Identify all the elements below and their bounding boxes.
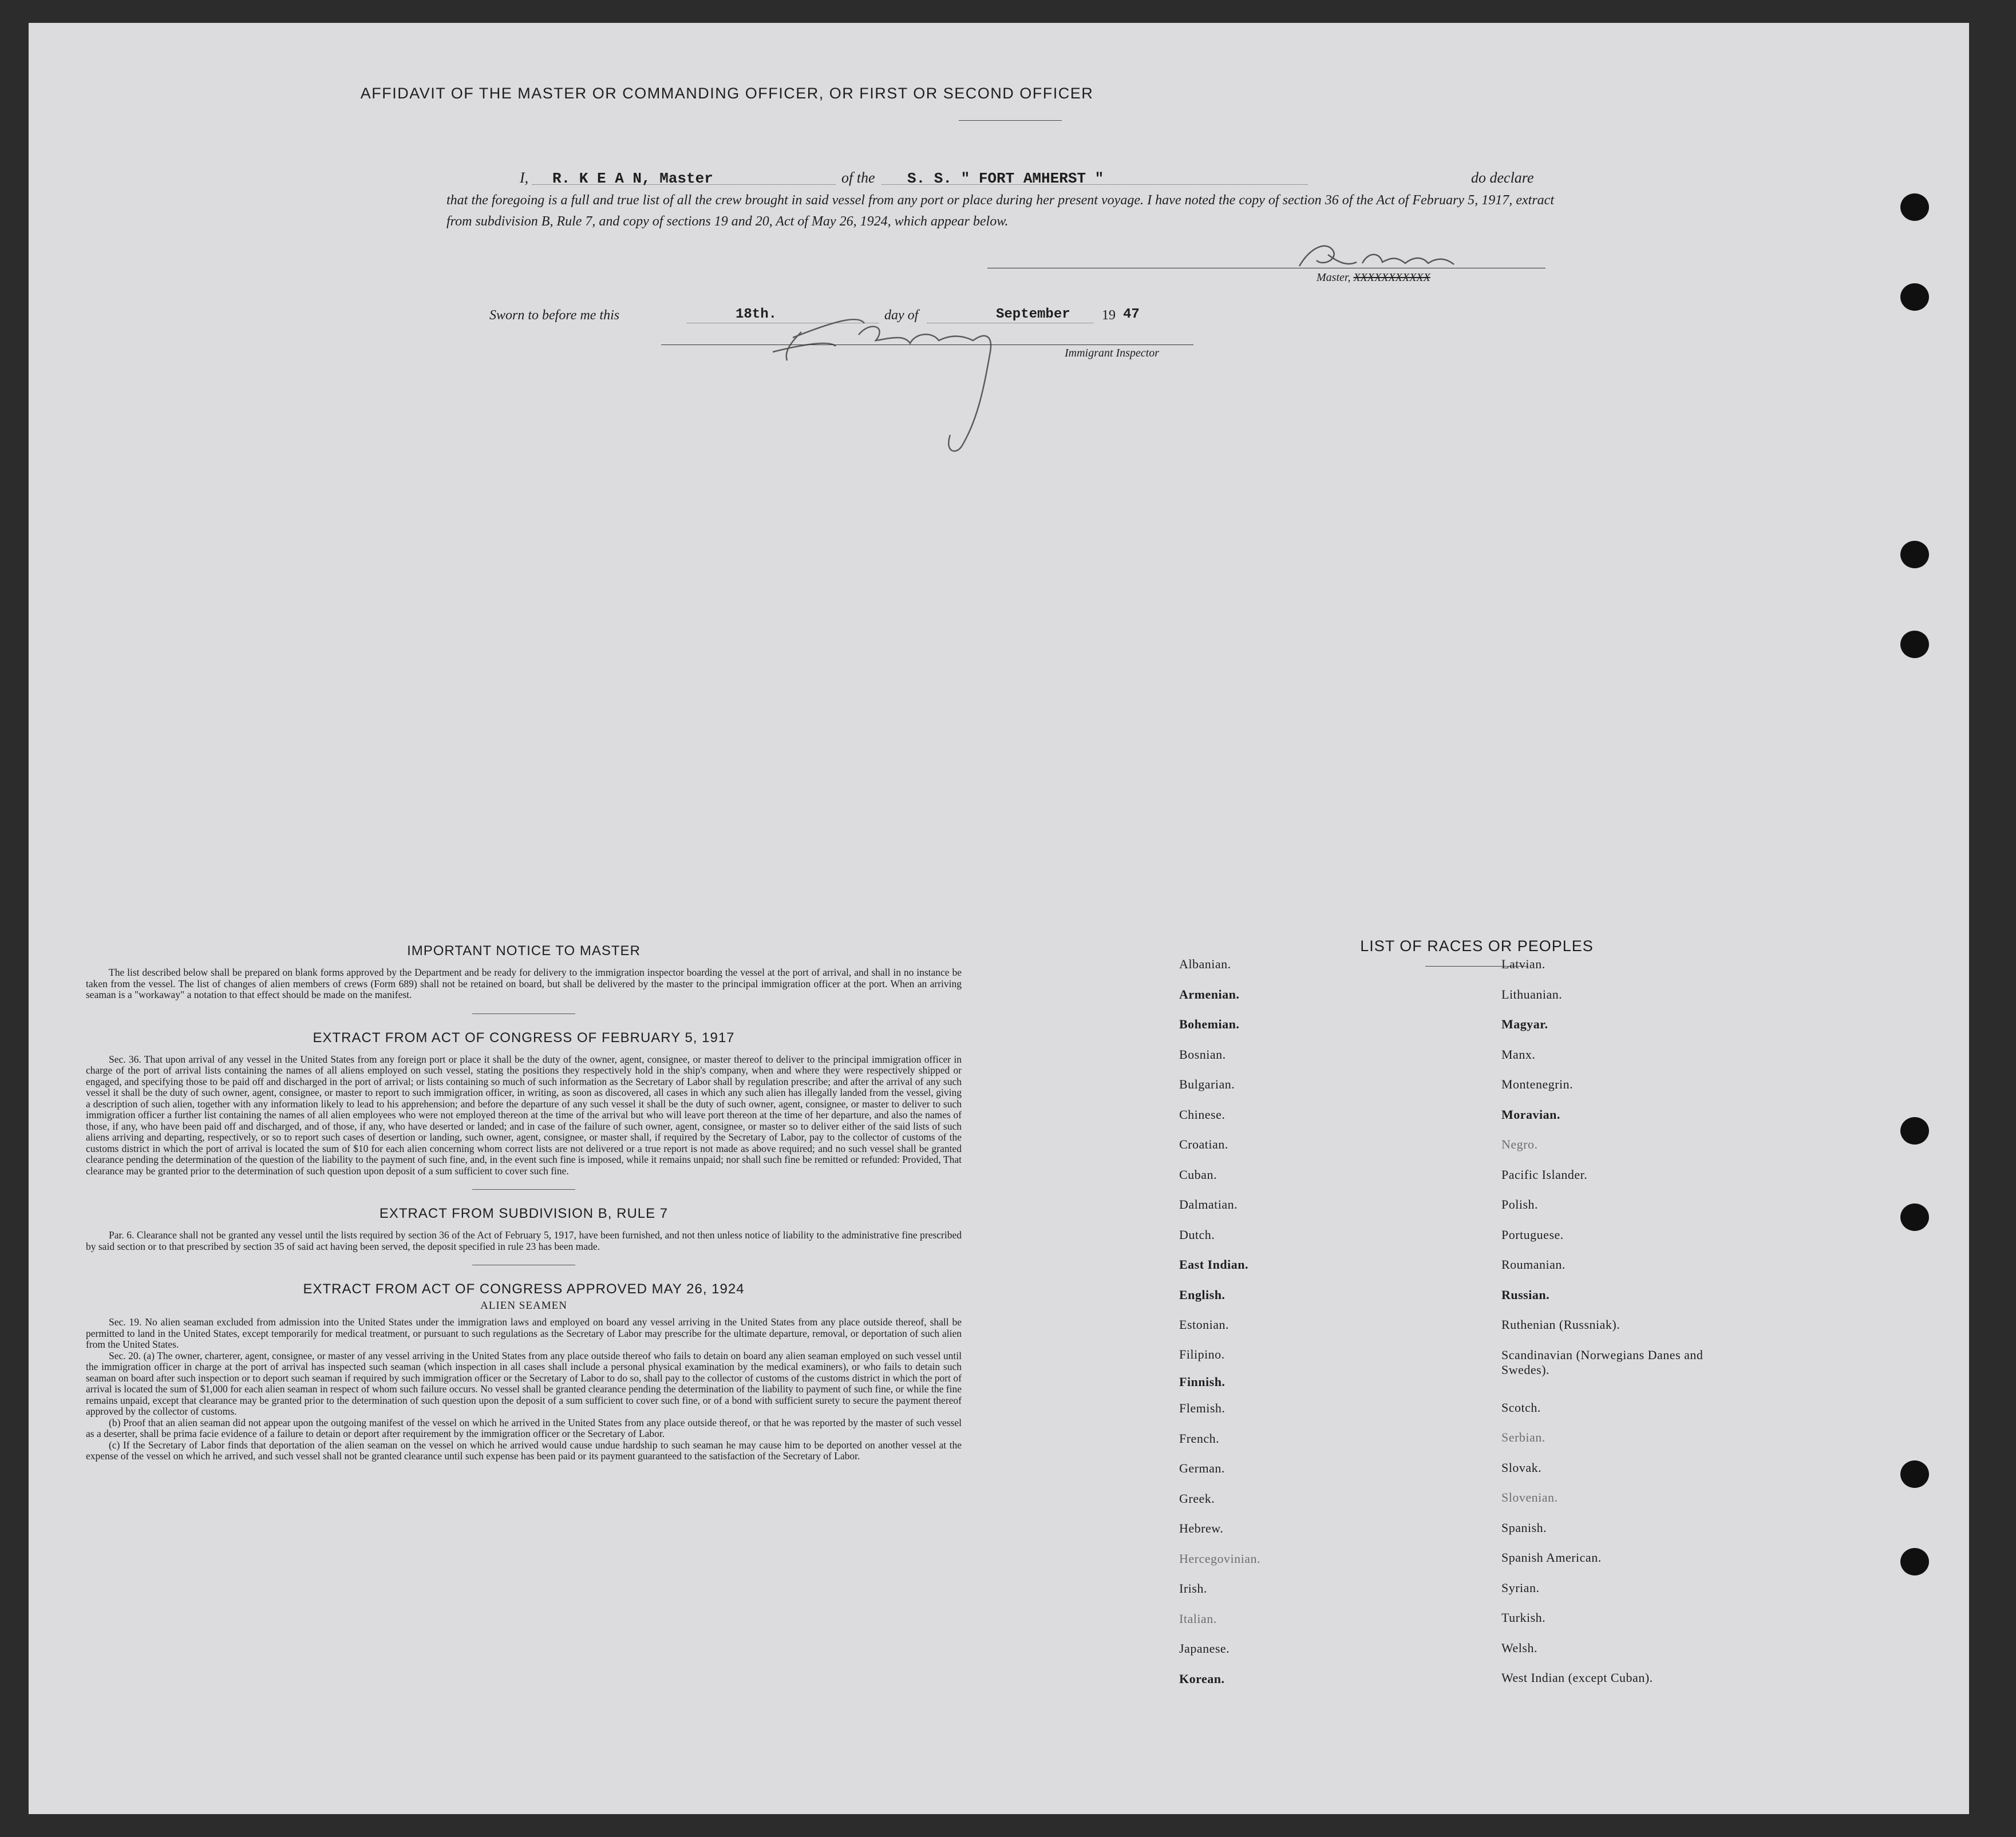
i-label: I, — [520, 169, 529, 186]
race-item: Korean. — [1179, 1671, 1225, 1686]
do-declare-label: do declare — [1471, 169, 1534, 186]
race-item: Hebrew. — [1179, 1521, 1224, 1535]
binder-hole — [1900, 193, 1929, 221]
year-prefix: 19 — [1102, 308, 1116, 323]
master-name: R. K E A N, Master — [552, 170, 713, 187]
race-item: Welsh. — [1501, 1640, 1537, 1655]
race-item: Manx. — [1501, 1047, 1536, 1062]
race-item: Armenian. — [1179, 987, 1240, 1001]
race-item: English. — [1179, 1287, 1226, 1302]
race-item: Scotch. — [1501, 1400, 1541, 1415]
struck-role: XXXXXXXXXXX — [1353, 271, 1430, 284]
title-divider — [959, 120, 1062, 121]
notice-title: IMPORTANT NOTICE TO MASTER — [407, 943, 641, 959]
race-item: Ruthenian (Russniak). — [1501, 1317, 1620, 1332]
sec20b-text: (b) Proof that an alien seaman did not appear upon the outgoing manifest of the vessel on which he arrived in the United States from any place outside thereof, or that he was reported by the master of such vessel as a deserter, shall be prima facie evidence of a failure to detain or deport after requirement by the immigration officer or the Secretary of Labor. — [86, 1416, 962, 1439]
race-item: Flemish. — [1179, 1401, 1226, 1415]
notice-text: The list described below shall be prepared on blank forms approved by the Department and be ready for delivery to the immigration inspector boarding the vessel at the port of arrival, and shall in no instance be taken from the vessel. The list of changes of alien members of crews (Form 689) shall not be retained on board, but shall be delivered by the master to the principal immigration officer at the port. When an arriving seaman is a "workaway" a notation to that effect should be made on the manifest. — [86, 967, 962, 1000]
race-item: Estonian. — [1179, 1317, 1229, 1332]
race-item: Filipino. — [1179, 1347, 1225, 1361]
notice-section — [86, 943, 962, 1462]
race-item: Irish. — [1179, 1581, 1207, 1596]
race-item: German. — [1179, 1461, 1225, 1475]
race-item: Syrian. — [1501, 1580, 1540, 1595]
binder-hole — [1900, 1203, 1929, 1231]
race-item: Serbian. — [1501, 1430, 1545, 1444]
race-item: Finnish. — [1179, 1375, 1226, 1389]
race-item: Pacific Islander. — [1501, 1167, 1588, 1182]
race-item: Japanese. — [1179, 1641, 1230, 1656]
races-title: LIST OF RACES OR PEOPLES — [1360, 937, 1594, 955]
race-item: French. — [1179, 1431, 1220, 1446]
section-divider — [472, 1189, 575, 1190]
race-item: Negro. — [1501, 1137, 1538, 1151]
race-item: Bosnian. — [1179, 1047, 1226, 1062]
sworn-day: 18th. — [736, 307, 777, 322]
rule7-title: EXTRACT FROM SUBDIVISION B, RULE 7 — [379, 1206, 669, 1221]
day-of-label: day of — [884, 308, 919, 323]
race-item: Bohemian. — [1179, 1017, 1240, 1031]
extract-1917-text: Sec. 36. That upon arrival of any vessel in the United States from any foreign port or place it shall be the duty of the owner, agent, consignee, or master thereof to deliver to the principal immigration officer in charge of the port of arrival lists containing the names of all aliens employed on such vessel, stating the positions they respectively hold in the ship's company, when and where they were respectively shipped or engaged, and specifying those to be paid off and discharged in the port of arrival; or lists containing so much of such information as the Secretary of Labor shall by regulation prescribe; and after the arrival of any such vessel it shall be the duty of such owner, agent, consignee, or master to report to such immigration officer, in writing, as soon as discovered, all cases in which any such alien has illegally landed from the vessel, giving a description of such alien, together with any information likely to lead to his apprehension; and before the departure of any such vessel it shall be the duty of such owner, agent, consignee, or master to deliver to such immigration officer a further list containing the names of all alien employees who were not employed thereon at the time of the arrival but who will leave port thereon at the time of her departure, and also the names of those, if any, who have been paid off and discharged, and of those, if any, who have deserted or landed; and in case of the failure of such owner, agent, consignee, or master so to deliver either of the said lists of such aliens arriving and departing, respectively, or so to report such cases of desertion or landing, such owner, agent, consignee, or master shall, if required by the Secretary of Labor, pay to the collector of customs of the customs district in which the port of arrival is located the sum of $10 for each alien concerning whom correct lists are not delivered or a true report is not made as above required; and no such vessel shall be granted clearance pending the determination of the question of the liability to the payment of such fine, and, in the event such fine is imposed, while it remains unpaid; nor shall such fine be remitted or refunded: Provided, That clearance may be granted prior to the determination of such question upon deposit of a sum sufficient to cover such fine. — [86, 1053, 962, 1177]
binder-hole — [1900, 1460, 1929, 1488]
race-item: Italian. — [1179, 1611, 1217, 1626]
race-item: Russian. — [1501, 1287, 1550, 1302]
race-item: Cuban. — [1179, 1167, 1217, 1182]
sec19-text: Sec. 19. No alien seaman excluded from admission into the United States under the immigration laws and employed on board any vessel arriving in the United States from any place outside thereof, shall be permitted to land in the United States, except temporarily for medical treatment, or pursuant to such regulations as the Secretary of Labor may prescribe for the ultimate departure, removal, or deportation of such alien from the United States. — [86, 1316, 962, 1350]
vessel-name: S. S. " FORT AMHERST " — [907, 170, 1104, 187]
races-right-column — [1501, 957, 1742, 1701]
race-item: Lithuanian. — [1501, 987, 1563, 1001]
rule7-text: Par. 6. Clearance shall not be granted any vessel until the lists required by section 36 of the Act of February 5, 1917, have been furnished, and not then unless notice of liability to the administrative fine prescribed by said section or to that prescribed by section 35 of said act having been served, the deposit specified in rule 23 has been made. — [86, 1229, 962, 1252]
race-item: Slovak. — [1501, 1460, 1542, 1475]
binder-hole — [1900, 1117, 1929, 1145]
race-item: Dutch. — [1179, 1227, 1215, 1242]
declaration-text: that the foregoing is a full and true list of all the crew brought in said vessel from any port or place during her present voyage. I have noted the copy of section 36 of the Act of February 5, 1917, extract from subdivision B, Rule 7, and copy of sections 19 and 20, Act of May 26, 1924, which appear below. — [446, 193, 1554, 229]
race-item: Bulgarian. — [1179, 1077, 1235, 1091]
race-item: Moravian. — [1501, 1107, 1560, 1122]
race-item: Scandinavian (Norwegians Danes and Swedes). — [1501, 1347, 1703, 1377]
race-item: Roumanian. — [1501, 1257, 1566, 1272]
binder-hole — [1900, 541, 1929, 568]
binder-hole — [1900, 1548, 1929, 1575]
binder-hole — [1900, 631, 1929, 658]
race-item: Turkish. — [1501, 1610, 1546, 1625]
document-page — [29, 23, 1969, 1814]
section-divider — [472, 1013, 575, 1014]
race-item: Portuguese. — [1501, 1227, 1564, 1242]
binder-hole — [1900, 283, 1929, 311]
race-item: Greek. — [1179, 1491, 1215, 1506]
signer-role: Master, XXXXXXXXXXX — [1317, 271, 1430, 284]
sworn-label: Sworn to before me this — [489, 308, 620, 323]
race-item: Montenegrin. — [1501, 1077, 1574, 1091]
sec20c-text: (c) If the Secretary of Labor finds that deportation of the alien seaman on the vessel on which he arrived would cause undue hardship to such seaman he may cause him to be deported on another vessel at the expense of the vessel on which he arrived, and such vessel shall not be granted clearance until such expense has been paid or its payment guaranteed to the satisfaction of the Secretary of Labor. — [86, 1439, 962, 1462]
race-item: Spanish. — [1501, 1520, 1547, 1535]
race-item: Polish. — [1501, 1197, 1539, 1212]
race-item: East Indian. — [1179, 1257, 1248, 1272]
race-item: Slovenian. — [1501, 1490, 1558, 1505]
race-item: Spanish American. — [1501, 1550, 1602, 1565]
extract-1924-title: EXTRACT FROM ACT OF CONGRESS APPROVED MAY 26, 1924 — [303, 1281, 745, 1297]
race-item: Albanian. — [1179, 957, 1231, 971]
race-item: Croatian. — [1179, 1137, 1228, 1151]
race-item: Chinese. — [1179, 1107, 1226, 1122]
race-item: West Indian (except Cuban). — [1501, 1670, 1653, 1685]
sec20a-text: Sec. 20. (a) The owner, charterer, agent, consignee, or master of any vessel arriving in the United States from any place outside thereof who fails to detain on board any alien seaman employed on such vessel until the immigration officer in charge at the port of arrival has inspected such seaman (which inspection in all cases shall include a personal physical examination by the medical examiners), or who fails to detain such seaman on board after such inspection or to deport such seaman if required by such immigration officer or the Secretary of Labor to do so, shall pay to the collector of customs of the customs district in which the port of arrival is located the sum of $1,000 for each alien seaman in respect of whom such failure occurs. No vessel shall be granted clearance pending the determination of the liability to payment of such fine, or while the fine remains unpaid, except that clearance may be granted prior to the determination of such question upon the deposit of a sum sufficient to cover such fine, or of a bond with sufficient surety to secure the payment thereof approved by the collector of customs. — [86, 1349, 962, 1417]
race-item: Magyar. — [1501, 1017, 1548, 1031]
inspector-label: Immigrant Inspector — [1065, 347, 1159, 359]
extract-1917-title: EXTRACT FROM ACT OF CONGRESS OF FEBRUARY 5, 1917 — [313, 1030, 735, 1046]
inspector-signature-graphic — [767, 309, 1042, 464]
race-item: Latvian. — [1501, 957, 1545, 971]
alien-seamen-subtitle: ALIEN SEAMEN — [480, 1300, 567, 1312]
of-the-label: of the — [841, 169, 875, 186]
year-suffix: 47 — [1123, 307, 1140, 322]
races-left-column — [1179, 957, 1260, 1701]
affidavit-title: AFFIDAVIT OF THE MASTER OR COMMANDING OFFICER, OR FIRST OR SECOND OFFICER — [360, 85, 1094, 102]
sworn-month: September — [996, 307, 1070, 322]
race-item: Hercegovinian. — [1179, 1551, 1260, 1566]
race-item: Dalmatian. — [1179, 1197, 1238, 1212]
